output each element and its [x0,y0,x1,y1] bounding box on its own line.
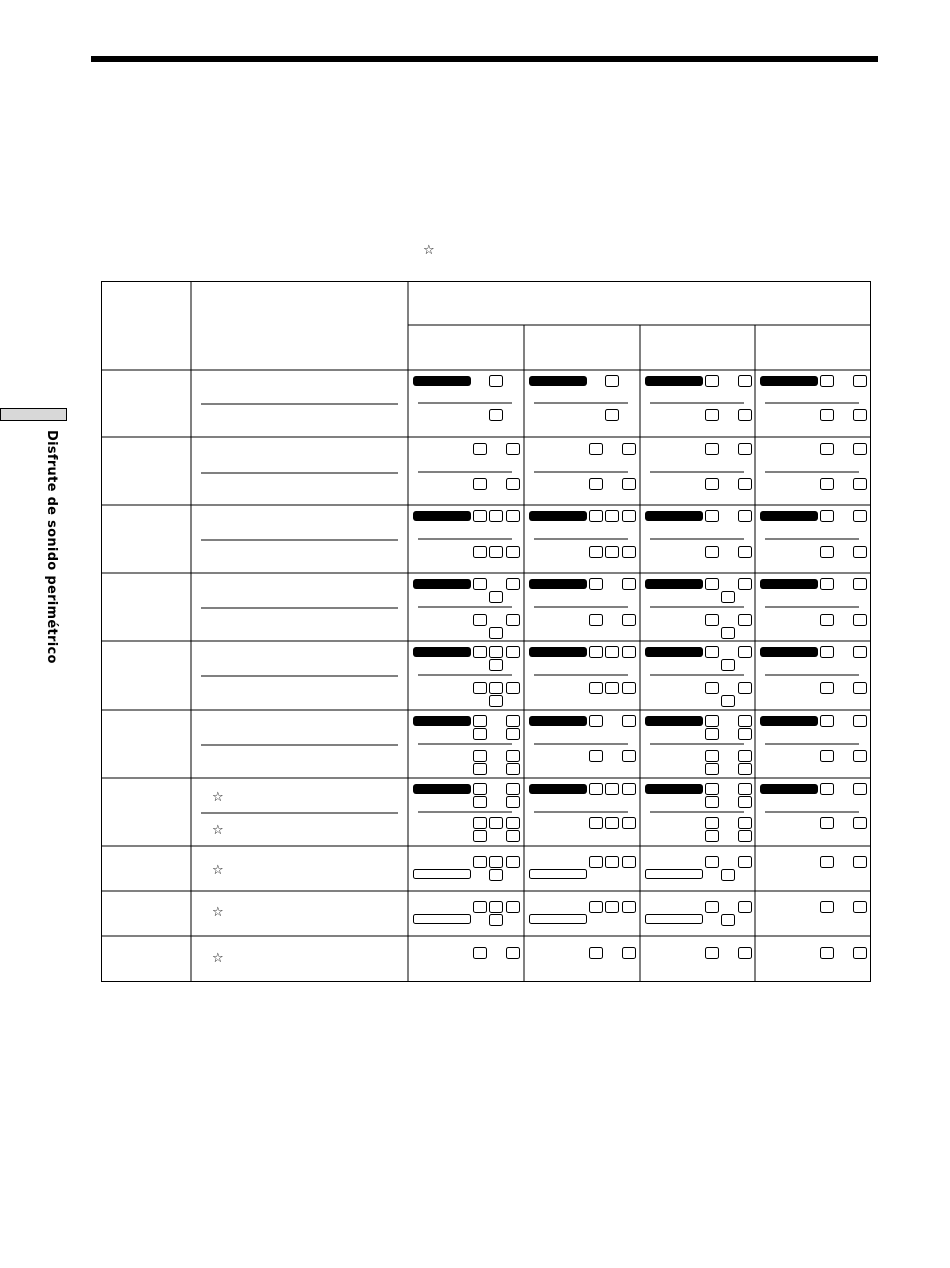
speaker-box [623,479,636,490]
speaker-box [706,831,719,842]
speaker-box [590,683,603,694]
speaker-box [739,818,752,829]
speaker-box [821,479,834,490]
speaker-box [739,831,752,842]
speaker-box [606,547,619,558]
front-bar [760,647,818,657]
speaker-box [739,857,752,868]
speaker-box [739,716,752,727]
front-bar [645,376,703,386]
rear-bar-outline [414,870,471,879]
speaker-box [739,444,752,455]
speaker-box [706,797,719,808]
star-icon: ☆ [212,863,224,878]
speaker-box [507,857,520,868]
speaker-box [854,857,867,868]
speaker-box [623,948,636,959]
front-bar [413,647,471,657]
speaker-box [854,547,867,558]
speaker-box [590,857,603,868]
speaker-box [490,547,503,558]
speaker-box [722,628,735,639]
speaker-box [706,410,719,421]
speaker-box [821,376,834,387]
speaker-box [706,547,719,558]
rear-bar-outline [530,915,587,924]
speaker-box [821,902,834,913]
speaker-box [706,683,719,694]
speaker-box [507,683,520,694]
front-bar [760,376,818,386]
rear-bar-outline [646,870,703,879]
speaker-box [490,376,503,387]
star-icon: ☆ [212,905,224,920]
speaker-box [623,647,636,658]
speaker-box [606,647,619,658]
speaker-box [474,479,487,490]
speaker-box [821,511,834,522]
speaker-box [507,818,520,829]
front-bar [645,784,703,794]
speaker-box [474,857,487,868]
speaker-box [474,948,487,959]
speaker-box [722,592,735,603]
speaker-box [507,579,520,590]
speaker-box [490,511,503,522]
speaker-box [706,729,719,740]
speaker-box [722,915,735,926]
speaker-box [507,444,520,455]
speaker-box [821,579,834,590]
speaker-box [474,647,487,658]
speaker-box [706,784,719,795]
speaker-box [606,784,619,795]
speaker-box [706,376,719,387]
speaker-box [590,647,603,658]
speaker-box [507,902,520,913]
star-icon: ☆ [212,823,224,838]
speaker-box [739,764,752,775]
speaker-box [507,948,520,959]
speaker-box [821,547,834,558]
speaker-box [706,948,719,959]
speaker-box [706,716,719,727]
speaker-box [739,751,752,762]
speaker-box [507,784,520,795]
speaker-box [821,647,834,658]
speaker-box [590,479,603,490]
speaker-box [706,902,719,913]
speaker-box [490,660,503,671]
speaker-box [623,683,636,694]
speaker-box [507,764,520,775]
speaker-box [722,660,735,671]
speaker-box [854,615,867,626]
speaker-box [739,902,752,913]
speaker-box [722,870,735,881]
speaker-box [821,410,834,421]
speaker-box [706,579,719,590]
speaker-box [706,751,719,762]
speaker-box [821,784,834,795]
speaker-box [706,857,719,868]
speaker-box [739,479,752,490]
speaker-box [606,683,619,694]
speaker-box [623,511,636,522]
rear-bar-outline [530,870,587,879]
speaker-box [739,797,752,808]
speaker-box [854,948,867,959]
speaker-box [474,764,487,775]
speaker-box [474,444,487,455]
speaker-box [854,479,867,490]
front-bar [413,511,471,521]
speaker-box [490,628,503,639]
speaker-box [474,716,487,727]
speaker-box [490,857,503,868]
speaker-box [854,444,867,455]
speaker-box [739,376,752,387]
speaker-box [507,479,520,490]
speaker-box [590,818,603,829]
speaker-box [474,547,487,558]
front-bar [529,579,587,589]
speaker-box [590,547,603,558]
speaker-box [821,751,834,762]
speaker-box [490,902,503,913]
speaker-box [474,615,487,626]
speaker-box [490,696,503,707]
speaker-box [590,615,603,626]
speaker-box [739,647,752,658]
speaker-box [507,831,520,842]
speaker-box [507,615,520,626]
speaker-box [739,547,752,558]
speaker-box [854,410,867,421]
front-bar [760,511,818,521]
section-side-label: Disfrute de sonido perimétrico [44,430,59,664]
speaker-box [739,784,752,795]
speaker-box [854,716,867,727]
speaker-box [474,784,487,795]
speaker-box [623,547,636,558]
speaker-box [706,764,719,775]
speaker-box [821,716,834,727]
speaker-box [490,870,503,881]
speaker-box [739,410,752,421]
speaker-box [821,683,834,694]
speaker-box [507,751,520,762]
speaker-box [854,647,867,658]
speaker-box [706,511,719,522]
speaker-box [507,729,520,740]
star-icon: ☆ [212,790,224,805]
speaker-box [854,818,867,829]
speaker-box [507,716,520,727]
speaker-box [854,784,867,795]
speaker-box [606,511,619,522]
speaker-box [606,902,619,913]
speaker-box [739,579,752,590]
front-bar [760,784,818,794]
speaker-box [490,647,503,658]
front-bar [760,579,818,589]
speaker-box [854,579,867,590]
front-bar [645,511,703,521]
speaker-box [854,751,867,762]
speaker-box [706,444,719,455]
speaker-box [821,444,834,455]
speaker-box [590,511,603,522]
star-note-icon: ☆ [423,243,435,258]
front-bar [529,716,587,726]
speaker-box [739,948,752,959]
speaker-box [854,511,867,522]
front-bar [529,784,587,794]
rear-bar-outline [414,915,471,924]
front-bar [413,376,471,386]
speaker-box [590,902,603,913]
speaker-box [490,915,503,926]
speaker-box [507,547,520,558]
speaker-box [623,818,636,829]
star-icon: ☆ [212,951,224,966]
front-bar [645,647,703,657]
speaker-box [474,902,487,913]
speaker-box [474,729,487,740]
speaker-box [623,751,636,762]
speaker-box [507,511,520,522]
front-bar [413,716,471,726]
front-bar [645,579,703,589]
speaker-box [490,592,503,603]
front-bar [413,784,471,794]
speaker-box [490,818,503,829]
speaker-box [507,797,520,808]
speaker-box [854,902,867,913]
speaker-box [623,902,636,913]
speaker-box [821,857,834,868]
speaker-box [606,857,619,868]
speaker-box [706,647,719,658]
speaker-box [623,857,636,868]
front-bar [413,579,471,589]
speaker-box [739,683,752,694]
speaker-box [706,479,719,490]
speaker-box [490,683,503,694]
speaker-box [474,511,487,522]
speaker-box [706,818,719,829]
speaker-box [474,683,487,694]
speaker-box [590,784,603,795]
speaker-box [623,579,636,590]
speaker-box [474,579,487,590]
speaker-box [854,683,867,694]
speaker-box [590,579,603,590]
speaker-box [590,716,603,727]
speaker-box [606,818,619,829]
speaker-box [590,948,603,959]
speaker-box [606,410,619,421]
speaker-box [623,716,636,727]
front-bar [529,647,587,657]
speaker-box [706,615,719,626]
front-bar [529,511,587,521]
front-bar [529,376,587,386]
front-bar [760,716,818,726]
speaker-box [821,615,834,626]
rear-bar-outline [646,915,703,924]
speaker-box [623,615,636,626]
speaker-box [606,376,619,387]
speaker-box [474,797,487,808]
speaker-box [474,751,487,762]
speaker-box [821,948,834,959]
speaker-box [590,751,603,762]
speaker-box [474,818,487,829]
speaker-box [474,831,487,842]
front-bar [645,716,703,726]
speaker-box [623,444,636,455]
speaker-box [490,410,503,421]
speaker-box [739,615,752,626]
speaker-box [854,376,867,387]
speaker-box [623,784,636,795]
speaker-box [821,818,834,829]
speaker-box [590,444,603,455]
speaker-box [739,511,752,522]
speaker-box [722,696,735,707]
speaker-box [739,729,752,740]
speaker-box [507,647,520,658]
